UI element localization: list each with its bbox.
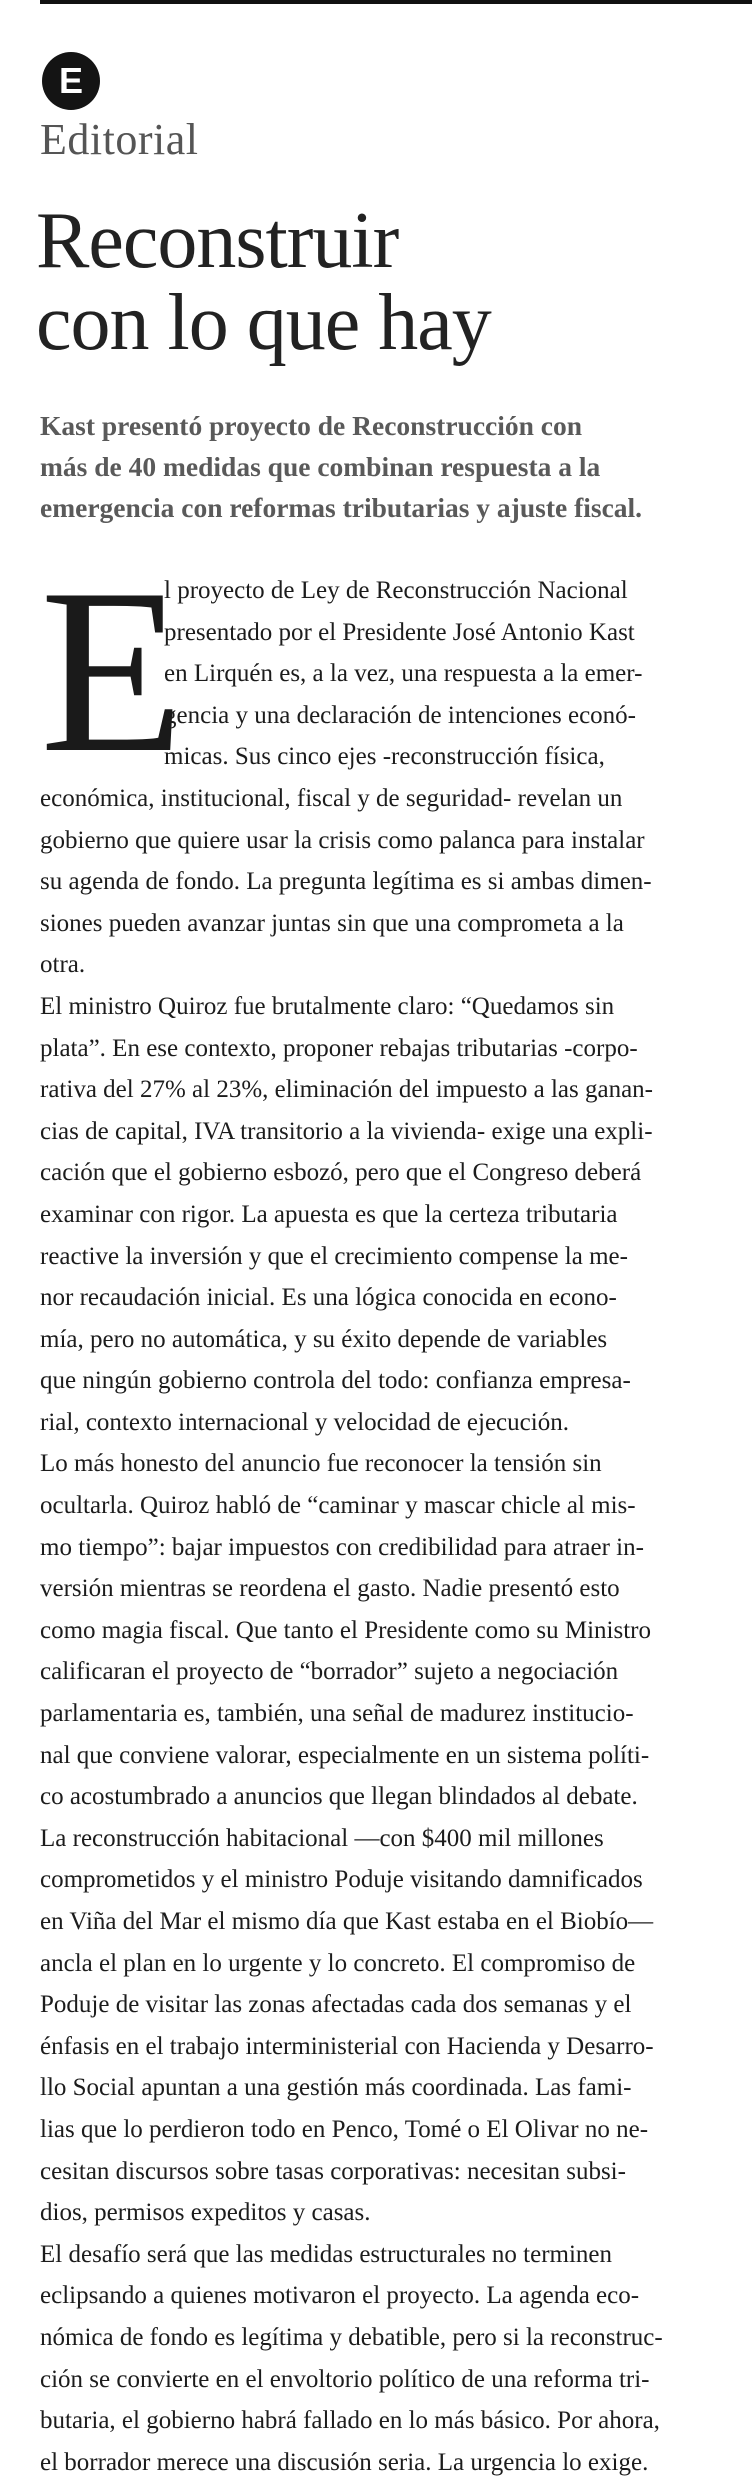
body-line: en Lirquén es, a la vez, una respuesta a la emer-	[164, 660, 643, 688]
body-line: ocultarla. Quiroz habló de “caminar y mascar chicle al mis-	[40, 1492, 636, 1520]
section-badge-icon: E	[42, 52, 100, 110]
lead-line: más de 40 medidas que combinan respuesta a la	[40, 451, 601, 482]
body-line: siones pueden avanzar juntas sin que una comprometa a la	[40, 909, 624, 937]
body-line: Poduje de visitar las zonas afectadas cada dos semanas y el	[40, 1991, 632, 2019]
body-line: gencia y una declaración de intenciones econó-	[164, 701, 636, 729]
body-line: énfasis en el trabajo interministerial con Hacienda y Desarro-	[40, 2032, 654, 2060]
body-line: micas. Sus cinco ejes -reconstrucción física,	[164, 743, 605, 771]
section-label: Editorial	[40, 115, 199, 164]
body-line: examinar con rigor. La apuesta es que la certeza tributaria	[40, 1200, 618, 1228]
body-line: calificaran el proyecto de “borrador” sujeto a negociación	[40, 1658, 619, 1686]
body-line: lias que lo perdieron todo en Penco, Tomé o El Olivar no ne-	[40, 2115, 649, 2143]
body-line: en Viña del Mar el mismo día que Kast estaba en el Biobío—	[40, 1908, 654, 1935]
body-line: ancla el plan en lo urgente y lo concreto. El compromiso de	[40, 1949, 636, 1977]
body-line: su agenda de fondo. La pregunta legítima es si ambas dimen-	[40, 868, 652, 896]
body-line: cesitan discursos sobre tasas corporativas: necesitan subsi-	[40, 2157, 626, 2185]
body-line: Lo más honesto del anuncio fue reconocer la tensión sin	[40, 1450, 602, 1478]
body-line: nómica de fondo es legítima y debatible, pero si la reconstruc-	[40, 2323, 663, 2351]
body-line: parlamentaria es, también, una señal de madurez institucio-	[40, 1700, 634, 1728]
body-line: llo Social apuntan a una gestión más coordinada. Las fami-	[40, 2074, 632, 2102]
body-line: La reconstrucción habitacional —con $400 mil millones	[40, 1824, 604, 1852]
lead-paragraph	[40, 405, 750, 528]
body-line: eclipsando a quienes motivaron el proyecto. La agenda eco-	[40, 2282, 640, 2310]
body-line: dios, permisos expeditos y casas.	[40, 2199, 371, 2227]
body-line: rativa del 27% al 23%, eliminación del impuesto a las ganan-	[40, 1076, 654, 1104]
body-line: comprometidos y el ministro Poduje visitando damnificados	[40, 1866, 643, 1894]
headline-line-2: con lo que hay	[36, 279, 491, 367]
body-line: económica, institucional, fiscal y de seguridad- revelan un	[40, 784, 623, 812]
body-line: reactive la inversión y que el crecimiento compense la me-	[40, 1242, 628, 1270]
body-line: l proyecto de Ley de Reconstrucción Nacional	[164, 577, 628, 604]
body-line: presentado por el Presidente José Antonio Kast	[164, 618, 635, 646]
body-line: el borrador merece una discusión seria. La urgencia lo exige.	[40, 2448, 649, 2476]
body-line: rial, contexto internacional y velocidad de ejecución.	[40, 1408, 569, 1436]
body-line: gobierno que quiere usar la crisis como palanca para instalar	[40, 826, 645, 854]
body-line: nor recaudación inicial. Es una lógica conocida en econo-	[40, 1284, 617, 1312]
body-line: versión mientras se reordena el gasto. Nadie presentó esto	[40, 1575, 620, 1603]
body-line: cación que el gobierno esbozó, pero que el Congreso deberá	[40, 1159, 642, 1187]
body-line: plata”. En ese contexto, proponer rebajas tributarias -corpo-	[40, 1034, 638, 1062]
body-line: El desafío será que las medidas estructurales no terminen	[40, 2240, 613, 2268]
top-rule	[40, 0, 752, 4]
body-line: otra.	[40, 951, 86, 979]
body-line: nal que conviene valorar, especialmente en un sistema políti-	[40, 1741, 650, 1769]
headline	[36, 197, 736, 367]
headline-line-1: Reconstruir	[36, 197, 399, 285]
body-line: butaria, el gobierno habrá fallado en lo más básico. Por ahora,	[40, 2407, 660, 2435]
body-line: que ningún gobierno controla del todo: confianza empresa-	[40, 1367, 631, 1395]
body-line: mía, pero no automática, y su éxito depende de variables	[40, 1325, 608, 1353]
body-line: ción se convierte en el envoltorio político de una reforma tri-	[40, 2365, 650, 2393]
body-line: cias de capital, IVA transitorio a la vivienda- exige una expli-	[40, 1117, 653, 1145]
lead-line: Kast presentó proyecto de Reconstrucción con	[40, 410, 583, 441]
body-line: mo tiempo”: bajar impuestos con credibilidad para atraer in-	[40, 1533, 644, 1561]
body-line: como magia fiscal. Que tanto el Presidente como su Ministro	[40, 1616, 651, 1644]
lead-line: emergencia con reformas tributarias y ajuste fiscal.	[40, 492, 643, 523]
body-line: El ministro Quiroz fue brutalmente claro: “Quedamos sin	[40, 992, 615, 1020]
article-body	[40, 541, 746, 2483]
drop-cap: E	[40, 541, 185, 802]
body-line: co acostumbrado a anuncios que llegan blindados al debate.	[40, 1783, 638, 1811]
